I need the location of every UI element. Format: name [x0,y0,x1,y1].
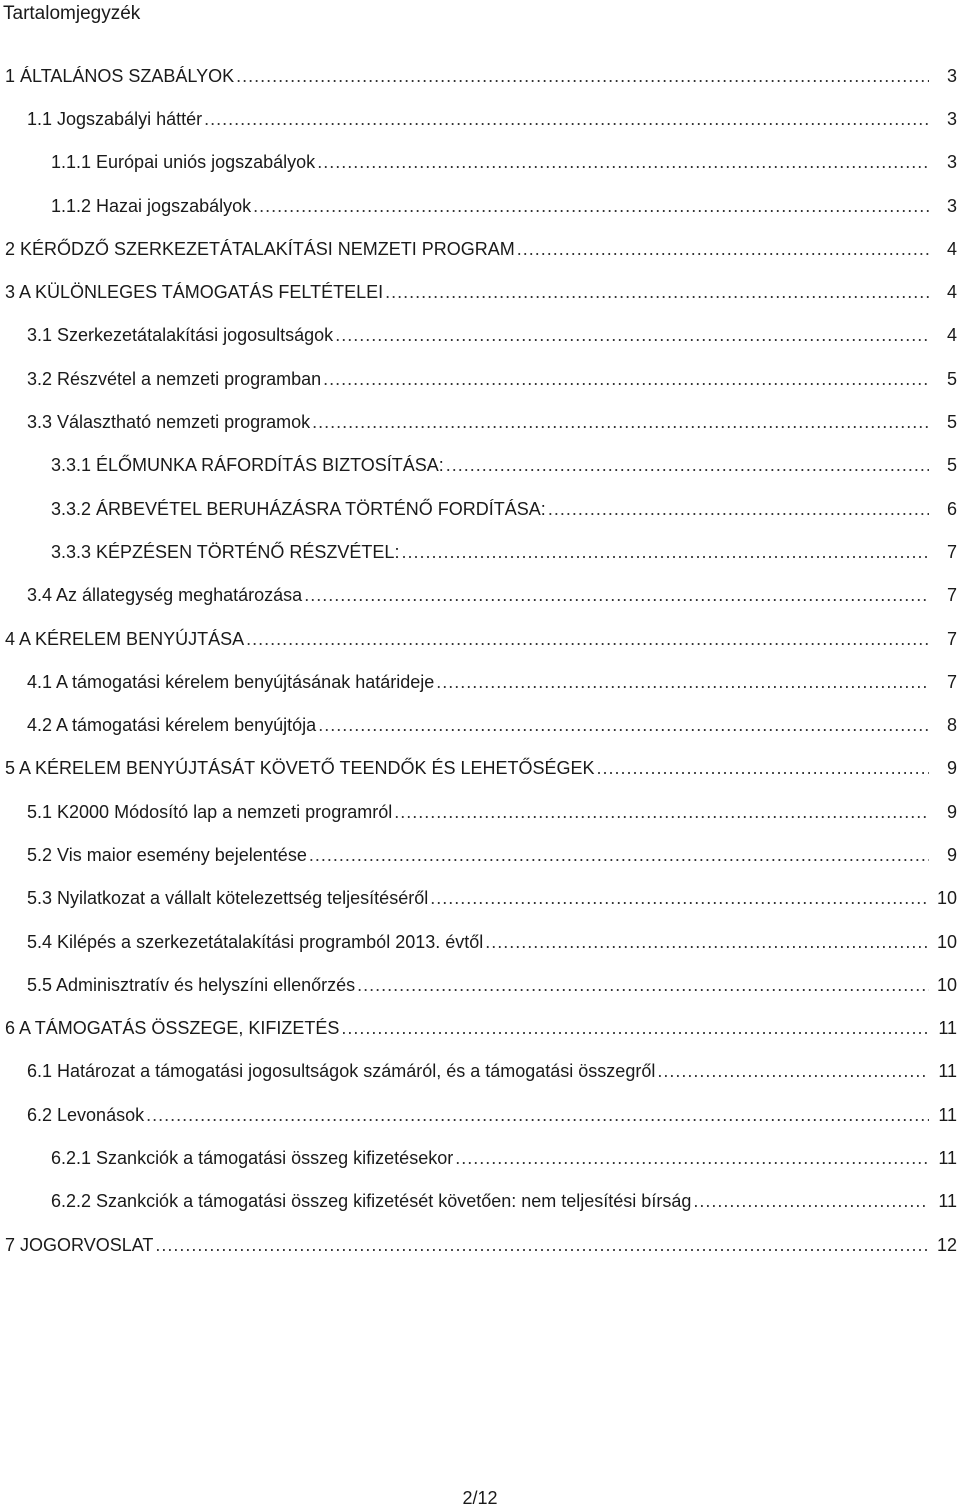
toc-entry-dot-leader [430,885,929,911]
toc-entry[interactable] [0,1180,960,1223]
toc-entry-page-number: 3 [946,195,957,216]
toc-entry[interactable] [0,184,960,227]
toc-entry-page-number: 10 [936,931,957,952]
toc-entry-dot-leader [657,1058,929,1084]
toc-entry-dot-leader [548,496,929,522]
toc-entry-dot-leader [517,236,929,262]
toc-entry-label: 7 JOGORVOSLAT [5,1234,154,1255]
toc-entry[interactable] [0,1093,960,1136]
toc-entry-dot-leader [246,626,929,652]
toc-entry-label: 5.3 Nyilatkozat a vállalt kötelezettség teljesítéséről [27,888,429,909]
toc-entry-label: 1.1 Jogszabályi háttér [27,108,203,129]
toc-entry[interactable] [0,227,960,270]
toc-entry[interactable] [0,357,960,400]
toc-entry-page-number: 6 [946,498,957,519]
toc-entry-page-number: 3 [946,65,957,86]
toc-entry-label: 3.1 Szerkezetátalakítási jogosultságok [27,325,334,346]
toc-entry[interactable] [0,833,960,876]
toc-entry-dot-leader [146,1102,929,1128]
toc-entry-page-number: 4 [946,282,957,303]
toc-entry-dot-leader [204,106,929,132]
toc-entry-label: 6 A TÁMOGATÁS ÖSSZEGE, KIFIZETÉS [5,1018,340,1039]
toc-entry-label: 4.1 A támogatási kérelem benyújtásának határideje [27,671,435,692]
toc-entry-page-number: 11 [938,1018,957,1039]
toc-entry-label: 6.1 Határozat a támogatási jogosultságok számáról, és a támogatási összegről [27,1061,656,1082]
toc-entry[interactable] [0,574,960,617]
toc-entry-page-number: 10 [936,974,957,995]
toc-entry-page-number: 5 [946,455,957,476]
toc-entry-page-number: 9 [946,801,957,822]
toc-entry-dot-leader [323,366,929,392]
toc-entry-dot-leader [304,582,929,608]
toc-entry-page-number: 11 [938,1104,957,1125]
toc-entry[interactable] [0,963,960,1006]
toc-entry-label: 3.3.1 ÉLŐMUNKA RÁFORDÍTÁS BIZTOSÍTÁSA: [51,455,444,476]
toc-entry-page-number: 3 [946,152,957,173]
toc-entry-dot-leader [385,279,929,305]
toc-entry[interactable] [0,790,960,833]
toc-entry[interactable] [0,703,960,746]
toc-entry[interactable] [0,530,960,573]
toc-entry-dot-leader [597,755,929,781]
toc-entry[interactable] [0,487,960,530]
toc-entry-dot-leader [155,1232,929,1258]
toc-entry[interactable] [0,97,960,140]
toc-entry-page-number: 11 [938,1191,957,1212]
toc-entry-page-number: 3 [946,108,957,129]
toc-entry-page-number: 7 [946,585,957,606]
toc-entry-label: 2 KÉRŐDZŐ SZERKEZETÁTALAKÍTÁSI NEMZETI PROGRAM [5,238,515,259]
toc-entry[interactable] [0,1050,960,1093]
toc-list [0,54,960,1266]
toc-entry[interactable] [0,1136,960,1179]
toc-entry-page-number: 9 [946,844,957,865]
toc-entry-page-number: 9 [946,758,957,779]
toc-entry-page-number: 7 [946,541,957,562]
toc-entry[interactable] [0,54,960,97]
toc-entry[interactable] [0,617,960,660]
toc-entry-dot-leader [317,149,929,175]
toc-entry[interactable] [0,314,960,357]
toc-entry[interactable] [0,1007,960,1050]
toc-entry[interactable] [0,660,960,703]
toc-entry-dot-leader [485,929,929,955]
toc-entry-page-number: 10 [936,888,957,909]
toc-entry[interactable] [0,270,960,313]
toc-entry[interactable] [0,747,960,790]
toc-entry-label: 3.2 Részvétel a nemzeti programban [27,368,322,389]
toc-entry-label: 4.2 A támogatási kérelem benyújtója [27,715,317,736]
toc-entry-dot-leader [446,452,929,478]
toc-entry-dot-leader [357,972,929,998]
toc-entry-dot-leader [309,842,929,868]
toc-entry-page-number: 7 [946,671,957,692]
toc-entry-label: 1.1.2 Hazai jogszabályok [51,195,252,216]
toc-entry-label: 3.3 Választható nemzeti programok [27,412,311,433]
toc-entry-label: 6.2.2 Szankciók a támogatási összeg kifizetését követően: nem teljesítési bírság [51,1191,692,1212]
toc-entry[interactable] [0,1223,960,1266]
toc-entry-dot-leader [394,799,929,825]
toc-entry-page-number: 11 [938,1061,957,1082]
toc-entry-dot-leader [341,1015,929,1041]
toc-entry-label: 1 ÁLTALÁNOS SZABÁLYOK [5,65,235,86]
toc-entry-page-number: 8 [946,715,957,736]
toc-entry-dot-leader [335,322,929,348]
toc-entry-label: 3.3.2 ÁRBEVÉTEL BERUHÁZÁSRA TÖRTÉNŐ FORDÍTÁSA: [51,498,546,519]
toc-entry-page-number: 5 [946,368,957,389]
toc-entry[interactable] [0,444,960,487]
toc-entry-dot-leader [318,712,929,738]
toc-entry-dot-leader [236,63,929,89]
toc-entry-page-number: 5 [946,412,957,433]
toc-entry-dot-leader [253,193,929,219]
toc-entry-label: 6.2.1 Szankciók a támogatási összeg kifizetésekor [51,1148,454,1169]
toc-entry-dot-leader [436,669,929,695]
toc-entry-label: 3.3.3 KÉPZÉSEN TÖRTÉNŐ RÉSZVÉTEL: [51,541,400,562]
toc-title: Tartalomjegyzék [3,3,141,24]
toc-entry-page-number: 7 [946,628,957,649]
toc-entry-dot-leader [693,1188,929,1214]
toc-entry-page-number: 4 [946,238,957,259]
toc-entry[interactable] [0,400,960,443]
toc-entry-label: 4 A KÉRELEM BENYÚJTÁSA [5,628,245,649]
toc-entry-label: 1.1.1 Európai uniós jogszabályok [51,152,316,173]
toc-entry-page-number: 11 [938,1148,957,1169]
page-number: 2/12 [462,1488,498,1508]
toc-entry-label: 5.5 Adminisztratív és helyszíni ellenőrzés [27,974,356,995]
toc-entry-dot-leader [312,409,929,435]
toc-entry-label: 5.4 Kilépés a szerkezetátalakítási programból 2013. évtől [27,931,484,952]
toc-entry-dot-leader [455,1145,929,1171]
toc-entry-dot-leader [401,539,929,565]
toc-entry-label: 3.4 Az állategység meghatározása [27,585,303,606]
toc-entry[interactable] [0,877,960,920]
toc-entry-label: 3 A KÜLÖNLEGES TÁMOGATÁS FELTÉTELEI [5,282,384,303]
toc-entry-page-number: 4 [946,325,957,346]
toc-entry-label: 5.1 K2000 Módosító lap a nemzeti programról [27,801,393,822]
toc-entry-label: 6.2 Levonások [27,1104,145,1125]
toc-entry-page-number: 12 [936,1234,957,1255]
toc-entry-label: 5 A KÉRELEM BENYÚJTÁSÁT KÖVETŐ TEENDŐK ÉS LEHETŐSÉGEK [5,758,595,779]
toc-entry-label: 5.2 Vis maior esemény bejelentése [27,844,307,865]
toc-entry[interactable] [0,920,960,963]
toc-entry[interactable] [0,141,960,184]
